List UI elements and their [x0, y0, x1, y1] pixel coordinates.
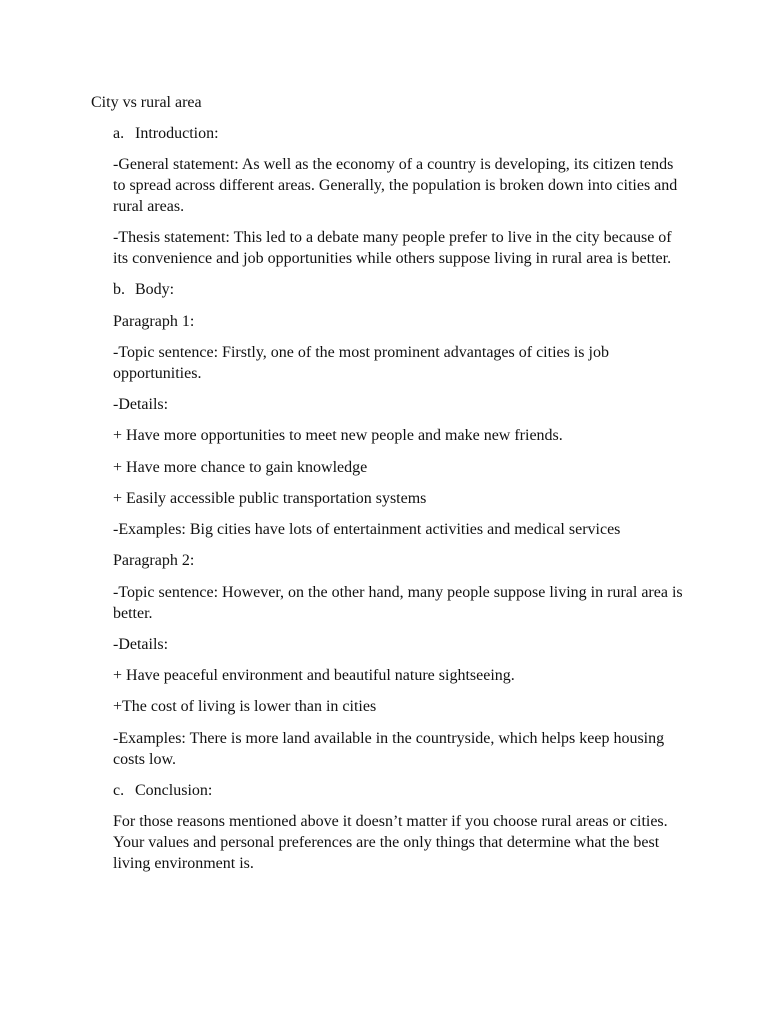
- paragraph-2-details-label: -Details:: [113, 635, 169, 653]
- section-heading-label: Conclusion:: [135, 781, 213, 799]
- section-heading-conclusion: [113, 781, 683, 802]
- paragraph-2-topic-sentence: -Topic sentence: However, on the other hand, many people suppose living in rural area is better.: [113, 583, 683, 622]
- paragraph-2-detail-item: +The cost of living is lower than in cities: [113, 698, 377, 716]
- document-title: City vs rural area: [91, 94, 202, 111]
- list-marker: c.: [113, 781, 125, 799]
- conclusion-text: For those reasons mentioned above it doesn’t matter if you choose rural areas or cities. Your values and personal preferences are the only things that determine what the best living environment is.: [113, 813, 668, 872]
- paragraph-1-topic-sentence: -Topic sentence: Firstly, one of the most prominent advantages of cities is job opportunities.: [113, 343, 609, 382]
- paragraph-2-examples: -Examples: There is more land available in the countryside, which helps keep housing costs low.: [113, 729, 665, 768]
- paragraph-1-details-label: -Details:: [113, 395, 169, 413]
- general-statement: -General statement: As well as the economy of a country is developing, its citizen tends to spread across different areas. Generally, the population is broken down into cities and rural areas.: [113, 156, 678, 215]
- paragraph-1-label: Paragraph 1:: [113, 312, 195, 330]
- thesis-statement: -Thesis statement: This led to a debate many people prefer to live in the city because of its convenience and job opportunities while others suppose living in rural area is better.: [113, 229, 672, 267]
- paragraph-1-detail-item: + Have more opportunities to meet new people and make new friends.: [113, 427, 563, 445]
- paragraph-2-label: Paragraph 2:: [113, 552, 195, 570]
- section-heading-label: Body:: [135, 281, 175, 299]
- paragraph-1-detail-item: + Have more chance to gain knowledge: [113, 458, 368, 476]
- paragraph-2-detail-item: + Have peaceful environment and beautiful nature sightseeing.: [113, 667, 515, 685]
- section-heading-label: Introduction:: [135, 125, 219, 142]
- list-marker: b.: [113, 281, 125, 299]
- paragraph-1-examples: -Examples: Big cities have lots of entertainment activities and medical services: [113, 521, 621, 539]
- paragraph-1-detail-item: + Easily accessible public transportation systems: [113, 489, 427, 507]
- section-heading-introduction: [113, 124, 683, 145]
- list-marker: a.: [113, 125, 125, 142]
- section-heading-body: [113, 280, 683, 301]
- outline-content: [113, 124, 683, 885]
